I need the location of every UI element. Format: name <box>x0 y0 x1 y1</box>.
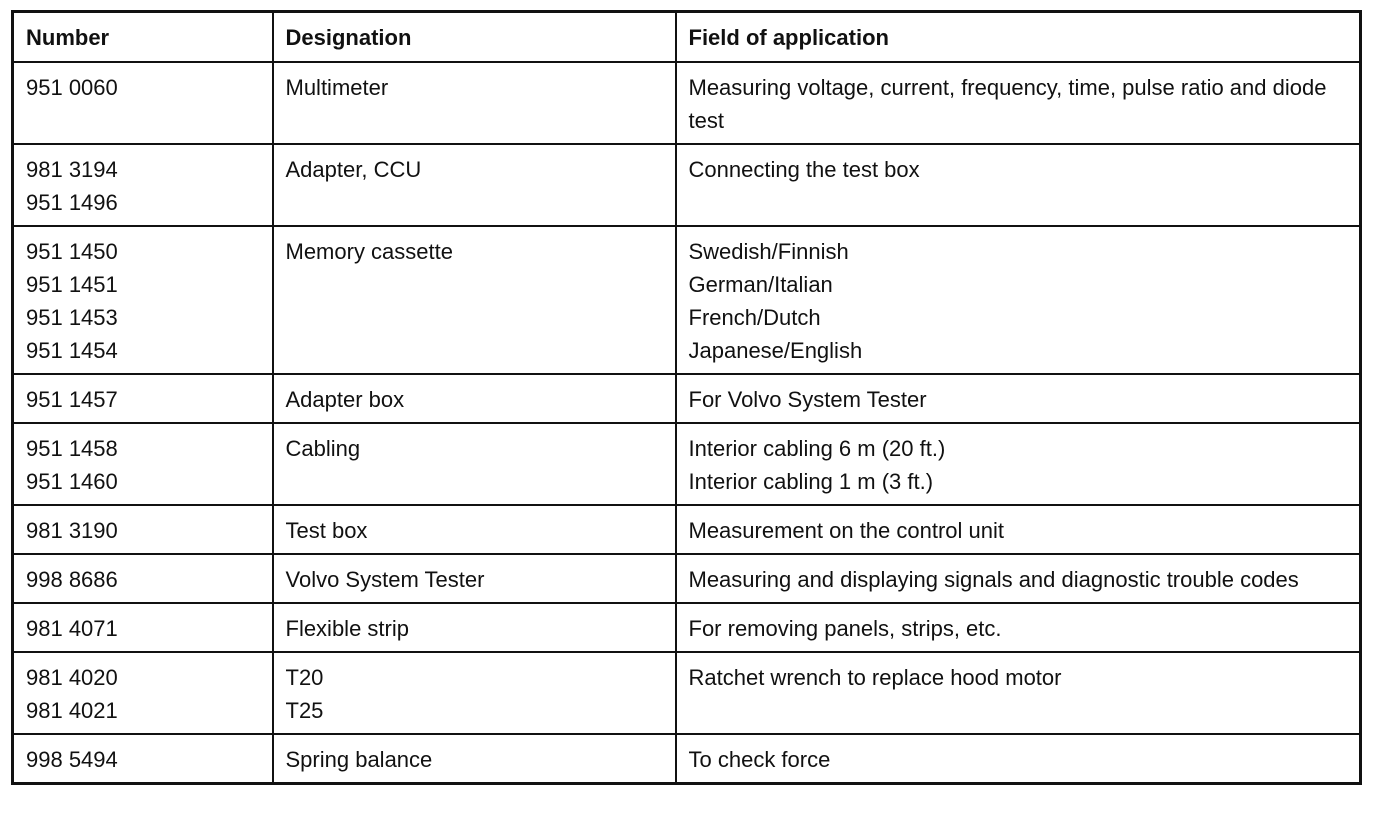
field-text: Japanese/English <box>688 338 863 363</box>
table-row <box>13 505 1361 554</box>
number-cell <box>13 554 273 603</box>
table-body <box>13 62 1361 784</box>
number-cell <box>13 226 273 374</box>
field-text: Measuring and displaying signals and diagnostic trouble codes <box>688 567 1299 592</box>
designation-cell <box>273 554 676 603</box>
designation-text: Cabling <box>285 436 361 461</box>
part-number: 951 1454 <box>26 338 118 363</box>
designation-text: T25 <box>285 698 324 723</box>
field-text: Interior cabling 1 m (3 ft.) <box>688 469 934 494</box>
field-cell <box>676 226 1361 374</box>
number-cell <box>13 652 273 734</box>
field-text: French/Dutch <box>688 305 821 330</box>
part-number: 951 0060 <box>26 75 118 100</box>
field-text: To check force <box>688 747 831 772</box>
part-number: 951 1457 <box>26 387 118 412</box>
designation-text: Spring balance <box>285 747 433 772</box>
field-text: Interior cabling 6 m (20 ft.) <box>688 436 946 461</box>
field-text: German/Italian <box>688 272 833 297</box>
designation-cell <box>273 423 676 505</box>
table-row <box>13 423 1361 505</box>
part-number: 981 4020 <box>26 665 118 690</box>
designation-text: Adapter box <box>285 387 405 412</box>
field-text: Ratchet wrench to replace hood motor <box>688 665 1062 690</box>
designation-cell <box>273 144 676 226</box>
number-cell <box>13 423 273 505</box>
header-designation: Designation <box>273 12 676 63</box>
field-text: Connecting the test box <box>688 157 920 182</box>
field-cell <box>676 652 1361 734</box>
field-text: For Volvo System Tester <box>688 387 927 412</box>
designation-text: Multimeter <box>285 75 389 100</box>
designation-text: Test box <box>285 518 368 543</box>
number-cell <box>13 62 273 144</box>
number-cell <box>13 505 273 554</box>
table-row <box>13 603 1361 652</box>
designation-cell <box>273 374 676 423</box>
designation-text: Memory cassette <box>285 239 453 264</box>
field-cell <box>676 554 1361 603</box>
number-cell <box>13 603 273 652</box>
part-number: 951 1496 <box>26 190 118 215</box>
part-number: 998 8686 <box>26 567 118 592</box>
designation-text: Volvo System Tester <box>285 567 485 592</box>
designation-text: Flexible strip <box>285 616 409 641</box>
part-number: 951 1460 <box>26 469 118 494</box>
number-cell <box>13 144 273 226</box>
field-cell <box>676 374 1361 423</box>
part-number: 951 1458 <box>26 436 118 461</box>
designation-cell <box>273 652 676 734</box>
part-number: 951 1451 <box>26 272 118 297</box>
part-number: 981 3190 <box>26 518 118 543</box>
special-tools-table <box>11 10 1362 785</box>
field-text: Swedish/Finnish <box>688 239 849 264</box>
header-row <box>13 12 1361 63</box>
part-number: 951 1453 <box>26 305 118 330</box>
field-cell <box>676 62 1361 144</box>
header-field-of-application: Field of application <box>676 12 1361 63</box>
designation-text: T20 <box>285 665 324 690</box>
table-row <box>13 226 1361 374</box>
table-row <box>13 554 1361 603</box>
field-cell <box>676 603 1361 652</box>
header-number: Number <box>13 12 273 63</box>
field-text: Measurement on the control unit <box>688 518 1005 543</box>
designation-cell <box>273 603 676 652</box>
field-text: Measuring voltage, current, frequency, time, pulse ratio and diode test <box>688 75 1327 133</box>
field-text: For removing panels, strips, etc. <box>688 616 1002 641</box>
part-number: 951 1450 <box>26 239 118 264</box>
field-cell <box>676 144 1361 226</box>
field-cell <box>676 505 1361 554</box>
designation-text: Adapter, CCU <box>285 157 422 182</box>
designation-cell <box>273 505 676 554</box>
part-number: 998 5494 <box>26 747 118 772</box>
part-number: 981 3194 <box>26 157 118 182</box>
table-row <box>13 734 1361 784</box>
part-number: 981 4071 <box>26 616 118 641</box>
field-cell <box>676 734 1361 784</box>
part-number: 981 4021 <box>26 698 118 723</box>
number-cell <box>13 734 273 784</box>
designation-cell <box>273 226 676 374</box>
table-row <box>13 374 1361 423</box>
designation-cell <box>273 734 676 784</box>
table-row <box>13 652 1361 734</box>
number-cell <box>13 374 273 423</box>
table-row <box>13 144 1361 226</box>
designation-cell <box>273 62 676 144</box>
field-cell <box>676 423 1361 505</box>
table-row <box>13 62 1361 144</box>
